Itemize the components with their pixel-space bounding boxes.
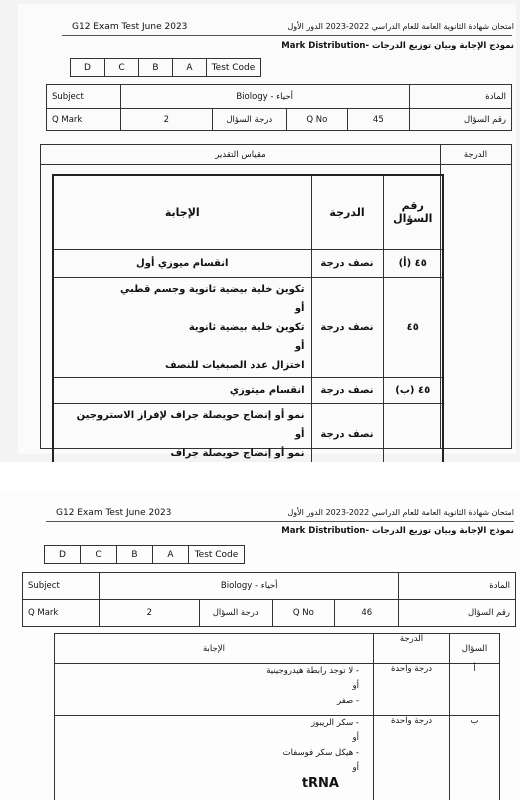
page-gap (0, 462, 520, 490)
test-code-label: Test Code (207, 59, 261, 77)
answer-table (52, 174, 444, 468)
exam-title: G12 Exam Test June 2023 (56, 508, 172, 518)
qnum-header (383, 175, 443, 249)
qnum-header-line1: رقم (401, 199, 424, 213)
table-row (55, 664, 500, 716)
subject-value: أحياء - Biology (120, 85, 409, 109)
test-code-table (70, 58, 261, 77)
answer-line-trna: tRNA (301, 776, 339, 791)
row-answer (55, 716, 374, 800)
row-answer: انقسام ميتوزي (53, 377, 311, 403)
mark-distribution-title: نموذج الإجابة وبيان توزيع الدرجات -Mark Distribution (281, 41, 514, 51)
qmark-label: Q Mark (23, 600, 100, 627)
row-grade: نصف درجة (311, 249, 383, 277)
code-cell-d: D (45, 546, 81, 564)
code-cell-b: B (117, 546, 153, 564)
grade-column-label: الدرجة (440, 145, 511, 165)
answer-header: الإجابة (55, 634, 374, 664)
row-question: أ (450, 664, 500, 716)
exam-title: G12 Exam Test June 2023 (72, 22, 188, 32)
row-answer (55, 664, 374, 716)
rubric-label: مقياس التقدير (41, 145, 441, 165)
answer-line: نمو أو إنضاج حويصلة جراف (170, 448, 305, 460)
row-answer (53, 403, 311, 467)
answer-line: تكوين خلية بيضية ثانوية (188, 321, 305, 333)
qnum-header-line2: السؤال (393, 212, 433, 226)
answer-line: - صفر (337, 696, 359, 706)
row-question: ٤٥ (أ) (383, 249, 443, 277)
subject-label: Subject (23, 573, 100, 600)
test-code-table (44, 545, 245, 564)
header-divider (62, 35, 512, 36)
qno-label: Q No (286, 109, 347, 131)
answer-line: أو (294, 340, 305, 352)
answer-line: نمو أو إنضاج حويصلة جراف لإفراز الاستروجين (76, 410, 305, 422)
answer-line: أو (294, 302, 305, 314)
answer-sheet-page-2 (0, 490, 520, 800)
answer-line: أو (352, 681, 359, 691)
code-cell-c: C (81, 546, 117, 564)
answer-line: أو (294, 429, 305, 441)
row-question: ب (450, 716, 500, 800)
answer-line: تكوين خلية بيضية ثانوية وجسم قطبي (119, 283, 305, 295)
row-question (383, 403, 443, 467)
grade-column (440, 165, 511, 449)
row-grade: نصف درجة (311, 277, 383, 377)
row-grade: نصف درجة (311, 377, 383, 403)
subject-info-table (22, 572, 516, 627)
row-grade: نصف درجة (311, 403, 383, 467)
grade-header: الدرجة (374, 634, 450, 664)
table-row (53, 377, 443, 403)
answer-table (54, 633, 500, 800)
subject-label-ar: المادة (399, 573, 516, 600)
header-divider (46, 521, 514, 522)
subject-info-table (46, 84, 512, 131)
answer-line: أو (352, 733, 359, 743)
arabic-exam-header: امتحان شهادة الثانوية العامة للعام الدراسي 2022-2023 الدور الأول (287, 22, 514, 31)
question-no-ar: رقم السؤال (399, 600, 516, 627)
row-grade: درجة واحدة (374, 716, 450, 800)
table-row (53, 249, 443, 277)
question-mark-ar: درجة السؤال (212, 109, 286, 131)
subject-label: Subject (47, 85, 121, 109)
subject-value: أحياء - Biology (99, 573, 399, 600)
answer-line: - سكر الريبوز (310, 718, 359, 728)
answer-line: أو (352, 763, 359, 773)
row-question: ٤٥ (383, 277, 443, 377)
table-row (53, 277, 443, 377)
arabic-exam-header: امتحان شهادة الثانوية العامة للعام الدراسي 2022-2023 الدور الأول (287, 508, 514, 517)
question-no-ar: رقم السؤال (409, 109, 511, 131)
answer-line: اختزال عدد الصبغيات للنصف (164, 359, 305, 371)
answer-header: الإجابة (53, 175, 311, 249)
answer-line: - لا توجد رابطة هيدروجينية (266, 666, 359, 676)
row-answer: انقسام ميوزي أول (53, 249, 311, 277)
table-row (53, 403, 443, 467)
question-header: السؤال (450, 634, 500, 664)
mark-distribution-title: نموذج الإجابة وبيان توزيع الدرجات -Mark Distribution (281, 526, 514, 536)
grade-header: الدرجة (311, 175, 383, 249)
row-answer (53, 277, 311, 377)
qno-value: 45 (348, 109, 409, 131)
code-cell-a: A (173, 59, 207, 77)
row-grade: درجة واحدة (374, 664, 450, 716)
code-cell-b: B (139, 59, 173, 77)
test-code-label: Test Code (189, 546, 245, 564)
answer-line: - هيكل سكر فوسفات (282, 748, 359, 758)
code-cell-c: C (105, 59, 139, 77)
code-cell-d: D (71, 59, 105, 77)
qno-value: 46 (334, 600, 398, 627)
table-row (55, 716, 500, 800)
question-mark-ar: درجة السؤال (199, 600, 272, 627)
code-cell-a: A (153, 546, 189, 564)
qno-label: Q No (272, 600, 334, 627)
subject-label-ar: المادة (409, 85, 511, 109)
qmark-value: 2 (99, 600, 199, 627)
row-question: ٤٥ (ب) (383, 377, 443, 403)
qmark-value: 2 (120, 109, 212, 131)
qmark-label: Q Mark (47, 109, 121, 131)
